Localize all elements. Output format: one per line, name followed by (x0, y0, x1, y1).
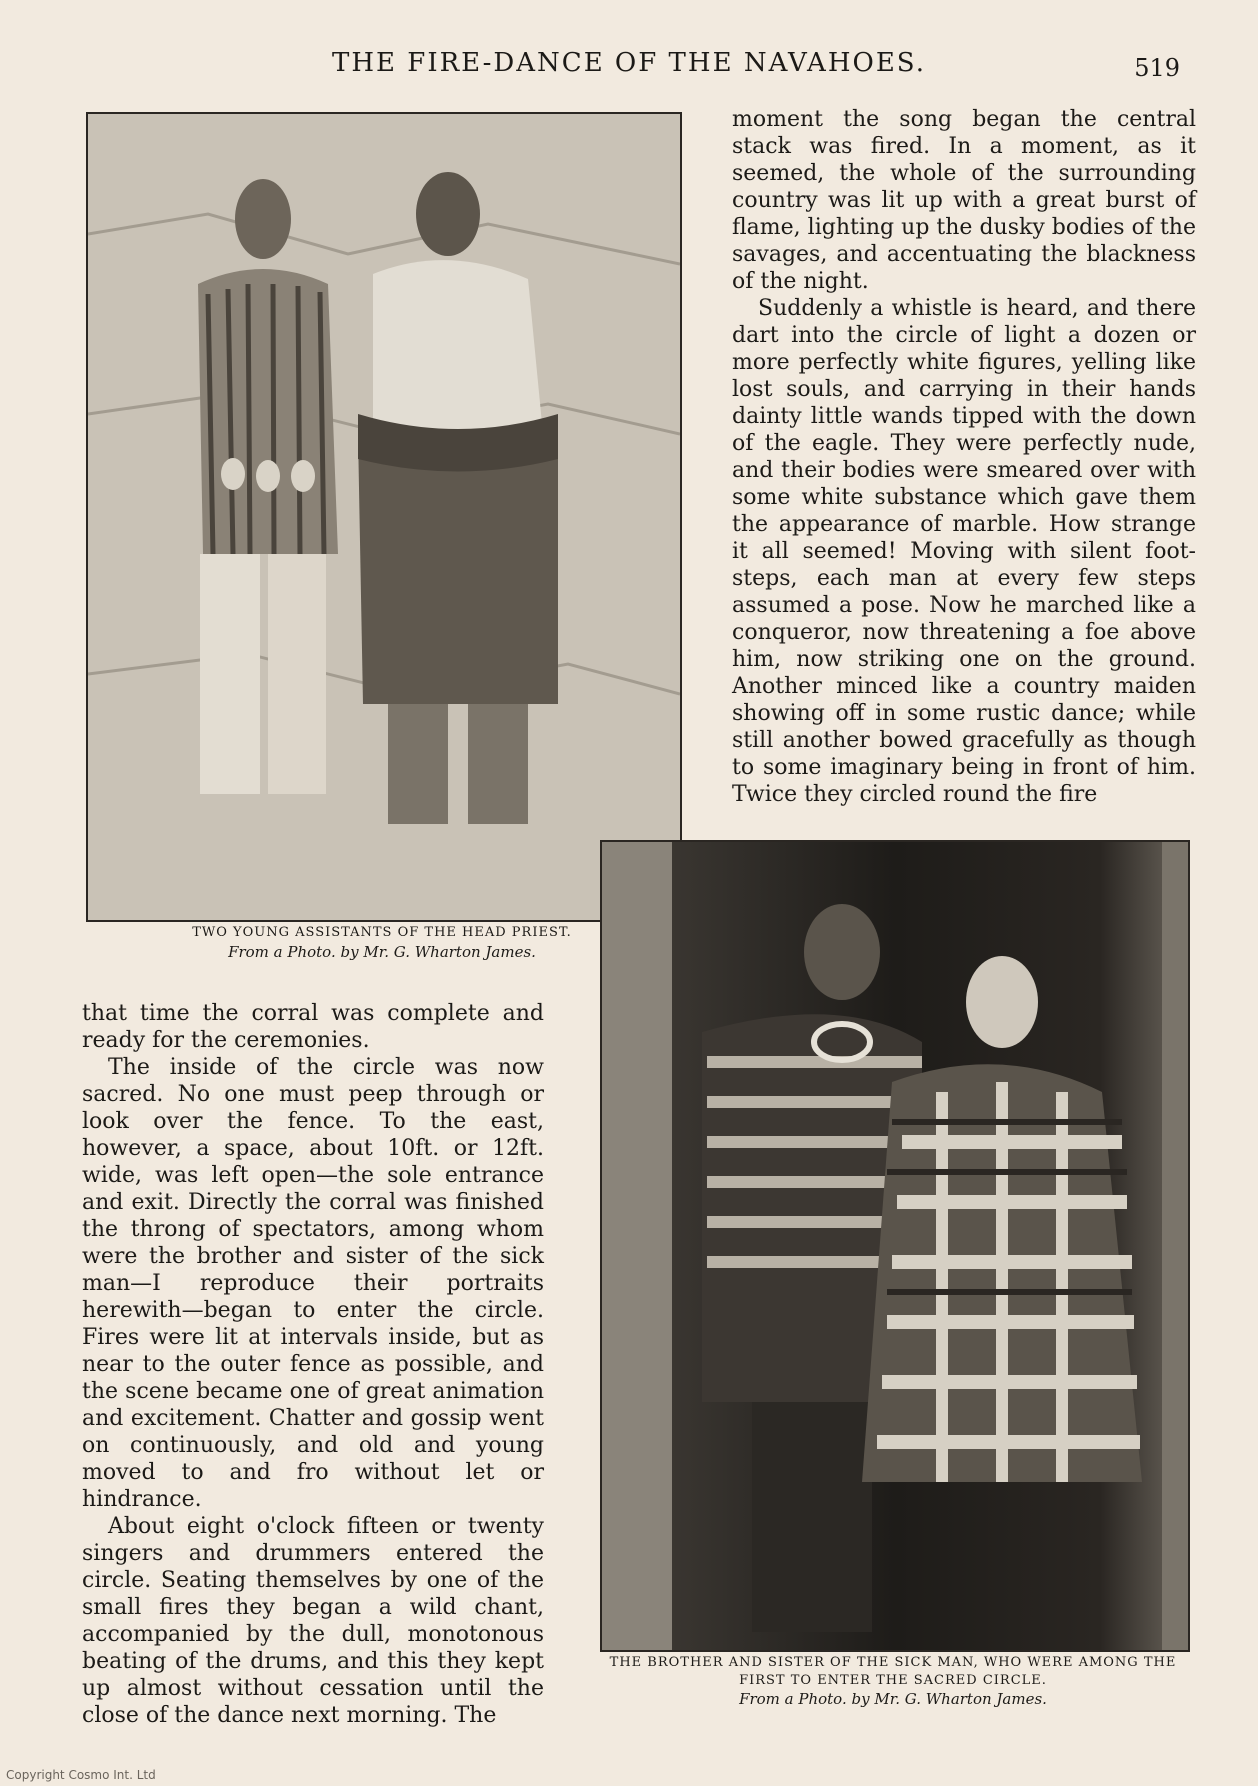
caption-title-line1: THE BROTHER AND SISTER OF THE SICK MAN, WHO WERE AMONG THE (609, 1655, 1177, 1670)
photo-illustration (88, 114, 680, 920)
caption-title: TWO YOUNG ASSISTANTS OF THE HEAD PRIEST. (192, 925, 572, 940)
caption-credit: From a Photo. by Mr. G. Wharton James. (739, 1690, 1047, 1709)
photo-illustration (602, 842, 1188, 1650)
caption-two-assistants (86, 924, 678, 962)
caption-credit: From a Photo. by Mr. G. Wharton James. (228, 942, 536, 961)
running-title: THE FIRE-DANCE OF THE NAVAHOES. (332, 48, 926, 78)
copyright-notice: Copyright Cosmo Int. Ltd (6, 1768, 156, 1782)
paragraph: moment the song began the central stack was fired. In a moment, as it seemed, the whole of the surrounding country was lit up with a great burst of flame, lighting up the dusky bodies of the savages, and accentuating the blackness of the night. (732, 107, 1196, 294)
paragraph: Suddenly a whistle is heard, and there dart into the circle of light a dozen or more perfectly white figures, yelling like lost souls, and carrying in their hands dainty little wands tipped with the down of the eagle. They were perfectly nude, and their bodies were smeared over with some white substance which gave them the appearance of marble. How strange it all seemed! Moving with silent foot-steps, each man at every few steps assumed a pose. Now he marched like a conqueror, now threatening a foe above him, now striking one on the ground. Another minced like a country maiden showing off in some rustic dance; while still another bowed gracefully as though to some imaginary being in front of him. Twice they circled round the fire (732, 296, 1196, 807)
right-column-text (732, 106, 1196, 808)
page-number: 519 (1134, 54, 1180, 82)
photo-brother-and-sister (600, 840, 1190, 1652)
caption-brother-and-sister (596, 1654, 1190, 1709)
paragraph: About eight o'clock fifteen or twenty singers and drummers entered the circle. Seating themselves by one of the small fires they began a wild chant, accompanied by the dull, monotonous beating of the drums, and this they kept up almost without cessation until the close of the dance next morning. The (82, 1514, 544, 1728)
paragraph: that time the corral was complete and ready for the ceremonies. (82, 1001, 544, 1053)
left-column-text (82, 1000, 544, 1729)
photo-two-assistants (86, 112, 682, 922)
paragraph: The inside of the circle was now sacred. No one must peep through or look over the fence. To the east, however, a space, about 10ft. or 12ft. wide, was left open—the sole entrance and exit. Directly the corral was finished the throng of spectators, among whom were the brother and sister of the sick man—I reproduce their portraits herewith—began to enter the circle. Fires were lit at intervals inside, but as near to the outer fence as possible, and the scene became one of great animation and excitement. Chatter and gossip went on continuously, and old and young moved to and fro without let or hindrance. (82, 1055, 544, 1512)
caption-title-line2: FIRST TO ENTER THE SACRED CIRCLE. (739, 1672, 1047, 1688)
